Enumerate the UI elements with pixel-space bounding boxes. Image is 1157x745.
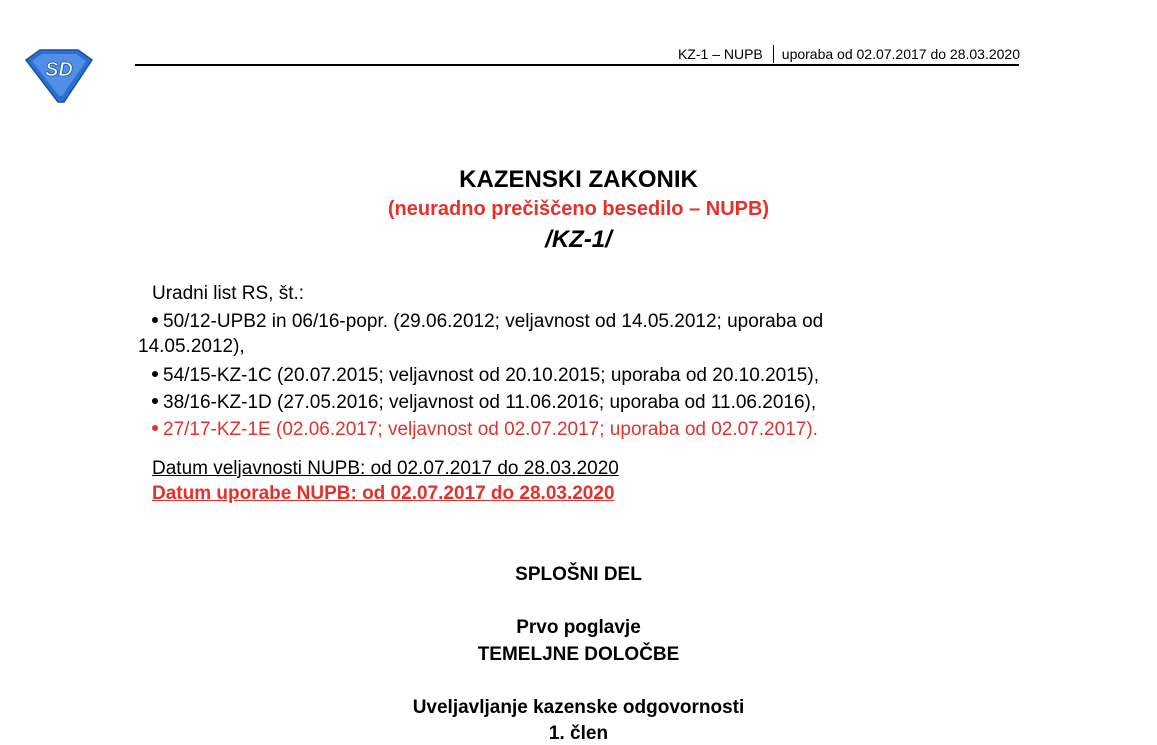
gazette-label: Uradni list RS, št.: xyxy=(152,283,305,304)
usage-date: Datum uporabe NUPB: od 02.07.2017 do 28.03.2020 xyxy=(152,483,615,504)
gazette-item xyxy=(152,311,823,333)
gazette-item-latest xyxy=(152,419,818,441)
bullet-icon xyxy=(152,317,158,323)
chapter-number: Prvo poglavje xyxy=(516,617,641,638)
article-number: 1. člen xyxy=(548,723,609,744)
document-subtitle: (neuradno prečiščeno besedilo – NUPB) xyxy=(387,198,770,220)
document-short-name: /KZ-1/ xyxy=(545,226,612,253)
svg-text:SD: SD xyxy=(45,59,73,81)
header-doc-code: KZ-1 – NUPB xyxy=(677,46,763,62)
chapter-title: TEMELJNE DOLOČBE xyxy=(477,644,680,665)
header-usage-period: uporaba od 02.07.2017 do 28.03.2020 xyxy=(781,46,1020,62)
gazette-item-text: 38/16-KZ-1D (27.05.2016; veljavnost od 11.06.2016; uporaba od 11.06.2016), xyxy=(163,392,817,413)
gazette-item-text: 50/12-UPB2 in 06/16-popr. (29.06.2012; veljavnost od 14.05.2012; uporaba od xyxy=(163,311,824,332)
article-heading: Uveljavljanje kazenske odgovornosti xyxy=(412,697,745,718)
validity-date: Datum veljavnosti NUPB: od 02.07.2017 do 28.03.2020 xyxy=(152,458,619,479)
gazette-item-text: 54/15-KZ-1C (20.07.2015; veljavnost od 20.10.2015; uporaba od 20.10.2015), xyxy=(163,365,819,386)
bullet-icon xyxy=(152,425,158,431)
bullet-icon xyxy=(152,398,158,404)
bullet-icon xyxy=(152,371,158,377)
gazette-item xyxy=(152,392,816,414)
gazette-item xyxy=(152,365,819,387)
gazette-item-text: 27/17-KZ-1E (02.06.2017; veljavnost od 02.07.2017; uporaba od 02.07.2017). xyxy=(163,419,818,440)
document-title: KAZENSKI ZAKONIK xyxy=(459,166,698,193)
header-separator xyxy=(773,45,774,63)
shield-sd-logo-icon xyxy=(22,46,96,104)
gazette-item-continuation: 14.05.2012), xyxy=(138,336,245,357)
header-rule xyxy=(135,64,1019,66)
part-title: SPLOŠNI DEL xyxy=(515,564,642,585)
running-header xyxy=(560,45,1020,63)
